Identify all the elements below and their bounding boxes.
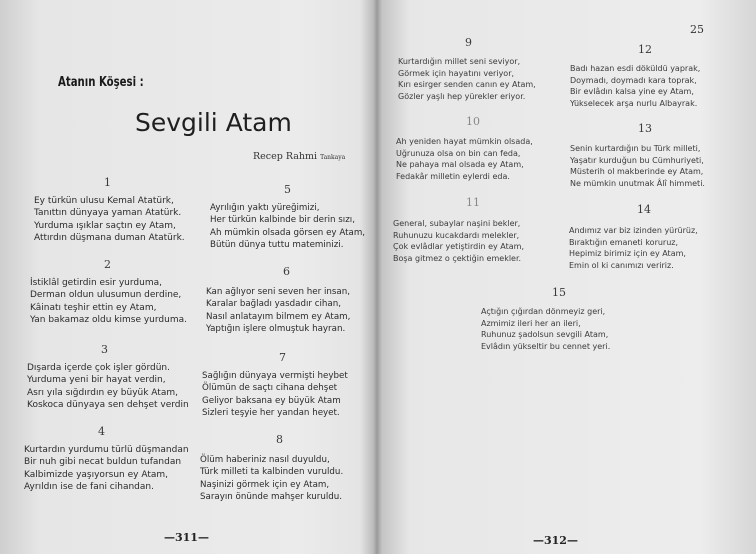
poem-title: Sevgili Atam xyxy=(135,108,292,137)
stanza-number: 15 xyxy=(552,286,566,299)
verse-line: Sağlığın dünyaya vermişti heybet xyxy=(202,371,348,381)
stanza-number: 6 xyxy=(283,265,290,278)
stanza xyxy=(34,195,185,245)
verse-line: Badı hazan esdi döküldü yaprak, xyxy=(570,64,701,73)
stanza-number: 3 xyxy=(101,343,108,356)
verse-line: Yaşatır kurduğun bu Cümhuriyeti, xyxy=(570,155,704,165)
verse-line: Bir nuh gibi necat buldun tufandan xyxy=(24,457,182,468)
verse-line: Kırı esirger senden canın ey Atam, xyxy=(398,80,536,90)
stanza xyxy=(481,306,610,352)
section-heading: Atanın Köşesi : xyxy=(58,75,144,90)
verse-line: Görmek için hayatını veriyor, xyxy=(398,68,515,78)
verse-line: Yurduma yeni bir hayat verdin, xyxy=(27,375,166,386)
poem-author xyxy=(253,151,345,162)
verse-line: Uğrunuza olsa on bin can feda, xyxy=(396,148,521,158)
verse-line: Yaptığın işlere olmuştuk hayran. xyxy=(206,324,346,335)
verse-line: Tanıttın dünyaya yaman Atatürk. xyxy=(34,208,182,219)
verse-line: Bir evlâdın kalsa yine ey Atam, xyxy=(570,87,694,97)
verse-line: Türk milleti ta kalbinden vuruldu. xyxy=(200,467,344,478)
verse-line: Ey türkün ulusu Kemal Atatürk, xyxy=(34,196,174,206)
verse-line: Kurtardığın millet seni seviyor, xyxy=(398,57,521,66)
stanza-number: 14 xyxy=(637,203,651,216)
verse-line: Senin kurtardığın bu Türk milleti, xyxy=(570,144,701,153)
stanza xyxy=(396,136,533,182)
verse-line: Evlâdın yükseltir bu cennet yeri. xyxy=(481,341,611,351)
verse-line: Derman oldun ulusumun derdine, xyxy=(30,290,182,301)
corner-page-number: 25 xyxy=(690,23,704,36)
verse-line: Kâinatı teşhir ettin ey Atam, xyxy=(30,302,157,313)
verse-line: Ne mümkin unutmak Âlî himmeti. xyxy=(570,178,705,188)
verse-line: Kan ağlıyor seni seven her insan, xyxy=(206,287,350,297)
verse-line: Boşa gitmez o çektiğin emekler. xyxy=(393,253,522,263)
stanza-number: 10 xyxy=(466,115,480,128)
verse-line: Andımız var biz izinden yürürüz, xyxy=(569,226,698,235)
verse-line: Bütün dünya tuttu mateminizi. xyxy=(210,240,344,251)
stanza xyxy=(393,218,524,264)
stanza xyxy=(202,370,348,420)
verse-line: Yükselecek arşa nurlu Albayrak. xyxy=(570,98,698,108)
verse-line: Yurduma ışıklar saçtın ey Atam, xyxy=(34,220,176,231)
verse-line: General, subaylar naşini bekler, xyxy=(393,219,521,228)
verse-line: Geliyor baksana ey büyük Atam xyxy=(202,395,341,406)
stanza-number: 8 xyxy=(276,433,283,446)
page-number: —311— xyxy=(164,531,209,544)
stanza xyxy=(200,454,343,504)
verse-line: Ayrılığın yaktı yüreğimizi, xyxy=(210,203,320,213)
stanza xyxy=(570,143,705,189)
verse-line: Dışarda içerde çok işler gördün. xyxy=(27,363,170,373)
stanza-number: 4 xyxy=(98,425,105,438)
stanza-number: 13 xyxy=(638,122,652,135)
verse-line: Azmimiz ileri her an ileri, xyxy=(481,318,581,328)
stanza-number: 12 xyxy=(638,43,652,56)
verse-line: Her türkün kalbinde bir derin sızı, xyxy=(210,215,355,226)
verse-line: Müsterih ol makberinde ey Atam, xyxy=(570,167,704,177)
verse-line: Hepimiz birimiz için ey Atam, xyxy=(569,249,686,259)
stanza xyxy=(570,63,700,109)
verse-line: Gözler yaşlı hep yürekler eriyor. xyxy=(398,91,526,101)
verse-line: Sizleri teşyie her yandan heyet. xyxy=(202,408,340,419)
verse-line: Açtığın çığırdan dönmeyiz geri, xyxy=(481,307,606,316)
stanza xyxy=(30,277,187,327)
stanza-number: 7 xyxy=(279,351,286,364)
verse-line: Koskoca dünyaya sen dehşet verdin xyxy=(27,400,189,411)
verse-line: Ruhunuzu kucakdardı melekler, xyxy=(393,230,520,240)
verse-line: Kurtardın yurdumu türlü düşmandan xyxy=(24,445,189,455)
verse-line: Asrı yıla sığdırdın ey büyük Atam, xyxy=(27,387,178,398)
verse-line: Doymadı, doymadı kara toprak, xyxy=(570,75,697,85)
verse-line: Sarayın önünde mahşer kuruldu. xyxy=(200,492,343,503)
verse-line: Ayrıldın ise de fani cihandan. xyxy=(24,482,154,493)
stanza-number: 5 xyxy=(284,183,291,196)
verse-line: İstiklâl getirdin esir yurduma, xyxy=(30,278,162,288)
stanza xyxy=(24,444,189,494)
verse-line: Ölümün de saçtı cihana dehşet xyxy=(202,383,338,394)
stanza xyxy=(206,286,350,336)
verse-line: Attırdın düşmana duman Atatürk. xyxy=(34,233,185,244)
verse-line: Yan bakamaz oldu kimse yurduma. xyxy=(30,315,187,326)
stanza xyxy=(210,202,365,252)
stanza xyxy=(27,362,189,412)
stanza-number: 2 xyxy=(104,258,111,271)
verse-line: Ölüm haberiniz nasıl duyuldu, xyxy=(200,455,330,465)
verse-line: Emin ol ki canımızı veririz. xyxy=(569,260,674,270)
stanza-number: 1 xyxy=(104,176,111,189)
verse-line: Ah yeniden hayat mümkin olsada, xyxy=(396,137,533,146)
verse-line: Ah mümkin olsada görsen ey Atam, xyxy=(210,227,366,238)
page-number: —312— xyxy=(533,534,578,547)
verse-line: Bıraktığın emaneti koruruz, xyxy=(569,237,679,247)
stanza-number: 11 xyxy=(466,196,480,209)
verse-line: Karalar bağladı yasdadır cihan, xyxy=(206,299,341,310)
verse-line: Çok evlâdlar yetiştirdin ey Atam, xyxy=(393,242,524,252)
verse-line: Naşinizi görmek için ey Atam, xyxy=(200,479,330,490)
verse-line: Fedakâr milletin eylerdi eda. xyxy=(396,171,510,181)
verse-line: Nasıl anlatayım bilmem ey Atam, xyxy=(206,311,351,322)
verse-line: Kalbimizde yaşıyorsun ey Atam, xyxy=(24,469,168,480)
verse-line: Ruhunuz şadolsun sevgili Atam, xyxy=(481,330,609,340)
stanza xyxy=(569,225,698,271)
stanza xyxy=(398,56,536,102)
verse-line: Ne pahaya mal olsada ey Atam, xyxy=(396,160,524,170)
author-surname: Tankaya xyxy=(320,154,346,161)
author-name: Recep Rahmi xyxy=(253,151,318,162)
stanza-number: 9 xyxy=(465,36,472,49)
